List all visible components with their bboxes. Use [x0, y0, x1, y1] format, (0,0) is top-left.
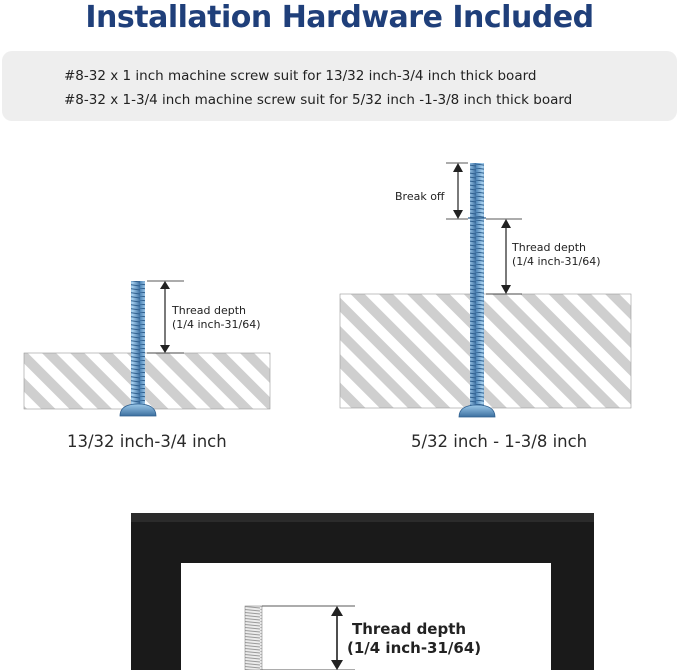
handle-thread-depth-label: Thread depth — [352, 620, 467, 638]
right-board-diagram — [340, 163, 631, 417]
right-thread-depth-range: (1/4 inch-31/64) — [512, 255, 601, 268]
right-thread-depth-label: Thread depth — [512, 241, 586, 254]
left-dim-arrow-down — [160, 345, 170, 353]
spec-line-short-screw: #8-32 x 1 inch machine screw suit for 13/32 inch-3/4 inch thick board — [64, 68, 537, 84]
left-thread-depth-range: (1/4 inch-31/64) — [172, 318, 261, 331]
left-screw-shank — [131, 281, 145, 406]
left-board-diagram — [24, 281, 270, 416]
right-board — [340, 294, 631, 408]
right-board-caption: 5/32 inch - 1-3/8 inch — [411, 432, 588, 451]
handle-screw-threads — [245, 606, 262, 670]
left-dim-arrow-up — [160, 281, 170, 289]
left-board — [24, 353, 270, 409]
left-thread-depth-label: Thread depth — [172, 304, 246, 317]
handle-thread-depth-range: (1/4 inch-31/64) — [347, 639, 482, 657]
right-screw-shank — [470, 163, 484, 407]
break-off-label: Break off — [395, 190, 445, 203]
spec-line-long-screw: #8-32 x 1-3/4 inch machine screw suit for 5/32 inch -1-3/8 inch thick board — [64, 92, 573, 108]
left-board-caption: 13/32 inch-3/4 inch — [67, 432, 227, 451]
page-title: Installation Hardware Included — [85, 0, 594, 35]
